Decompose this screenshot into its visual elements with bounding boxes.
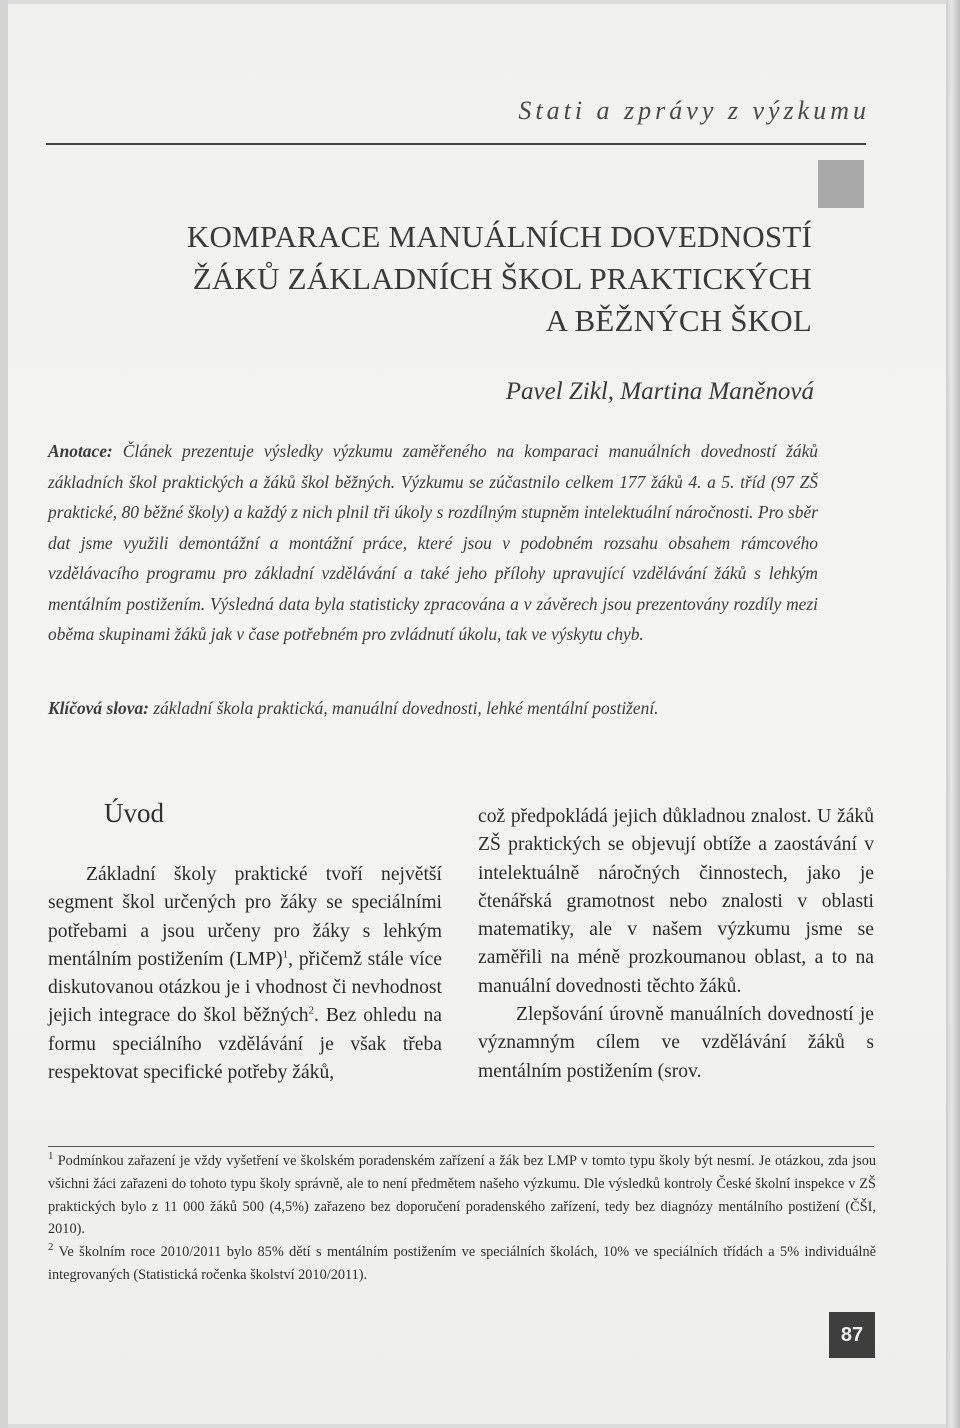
footnote-text: Ve školním roce 2010/2011 bylo 85% dětí s mentálním postižením ve speciálních školách, 10% ve speciálních třídách a 5% individuálně integrovaných (Statistická ročenka školství 2010/2011). <box>48 1244 876 1283</box>
keywords-text: základní škola praktická, manuální dovednosti, lehké mentální postižení. <box>153 698 659 718</box>
footnote-rule <box>48 1146 874 1147</box>
body-paragraph: Zlepšování úrovně manuálních dovedností je významným cílem ve vzdělávání žáků s mentálním postižením (srov. <box>478 1004 874 1082</box>
abstract-label: Anotace: <box>48 441 113 461</box>
paragraph-text: . Bez ohledu na formu speciálního vzdělávání je však třeba respektovat specifické potřeby žáků, <box>48 1005 442 1084</box>
title-line: ŽÁKŮ ZÁKLADNÍCH ŠKOL PRAKTICKÝCH <box>192 261 812 296</box>
title-line: KOMPARACE MANUÁLNÍCH DOVEDNOSTÍ <box>186 219 812 254</box>
footnote <box>48 1241 876 1287</box>
footnotes <box>48 1150 876 1287</box>
page-number: 87 <box>829 1312 875 1358</box>
footnote-mark: 2 <box>48 1241 54 1254</box>
article-authors: Pavel Zikl, Martina Maněnová <box>505 378 814 405</box>
abstract <box>48 436 818 650</box>
body-column-right <box>478 803 874 1086</box>
running-header: Stati a zprávy z výzkumu <box>518 96 870 125</box>
abstract-text: Článek prezentuje výsledky výzkumu zaměřeného na komparaci manuálních dovedností žáků základních škol praktických a žáků škol běžných. Výzkumu se zúčastnilo celkem 177 žáků 4. a 5. tříd (97 ZŠ praktické, 80 běžné školy) a každý z nich plnil tři úkoly s rozdílným stupněm intelektuální náročnosti. Pro sběr dat jsme využili demontážní a montážní práce, které jsou v podobném rozsahu obsahem rámcového vzdělávacího programu pro základní vzdělávání a také jeho přílohy upravující vzdělávání žáků s lehkým mentálním postižením. Výsledná data byla statisticky zpracována a v závěrech jsou prezentovány rozdíly mezi oběma skupinami žáků jak v čase potřebném pro zvládnutí úkolu, tak ve výskytu chyb. <box>48 441 818 644</box>
footnote-ref[interactable]: 1 <box>282 948 289 961</box>
article-title <box>92 216 812 342</box>
body-column-left <box>48 798 442 1087</box>
footnote-text: Podmínkou zařazení je vždy vyšetření ve školském poradenském zařízení a žák bez LMP v tomto typu školy být nesmí. Je otázkou, zda jsou všichni žáci zařazeni do tohoto typu školy správně, ale to není předmětem našeho výzkumu. Dle výsledků kontroly České školní inspekce v ZŠ praktických bylo z 11 000 žáků 500 (4,5%) zařazeno bez doporučení poradenského zařízení, tedy bez diagnózy mentálního postižení (ČŠI, 2010). <box>48 1153 876 1238</box>
paragraph-text: , přičemž stále více diskutovanou otázkou je i vhodnost či nevhodnost jejich integrace do škol běžných <box>48 948 442 1027</box>
title-line: A BĚŽNÝCH ŠKOL <box>545 303 812 338</box>
section-title: Úvod <box>104 798 164 828</box>
footnote-ref[interactable]: 2 <box>308 1004 315 1017</box>
footnote-mark: 1 <box>48 1150 54 1163</box>
footnote <box>48 1150 876 1241</box>
section-marker-block <box>818 160 864 208</box>
keywords-label: Klíčová slova: <box>48 698 149 718</box>
keywords <box>48 693 828 723</box>
paragraph-text: Základní školy praktické tvoří největší segment škol určených pro žáky se speciálními potřebami a jsou určeny pro žáky s lehkým mentálním postižením (LMP) <box>48 864 442 970</box>
header-rule <box>46 143 866 145</box>
body-paragraph <box>48 861 442 1087</box>
body-paragraph: což předpokládá jejich důkladnou znalost. U žáků ZŠ praktických se objevují obtíže a zaostávání v intelektuálně náročných činnostech, jako je čtenářská gramotnost nebo znalosti v oblasti matematiky, ale v našem výzkumu jsme se zaměřili na méně prozkoumanou oblast, a to na manuální dovednosti těchto žáků. <box>478 806 874 997</box>
book-spine-edge <box>946 0 960 1428</box>
scan-left-margin <box>0 0 8 1428</box>
